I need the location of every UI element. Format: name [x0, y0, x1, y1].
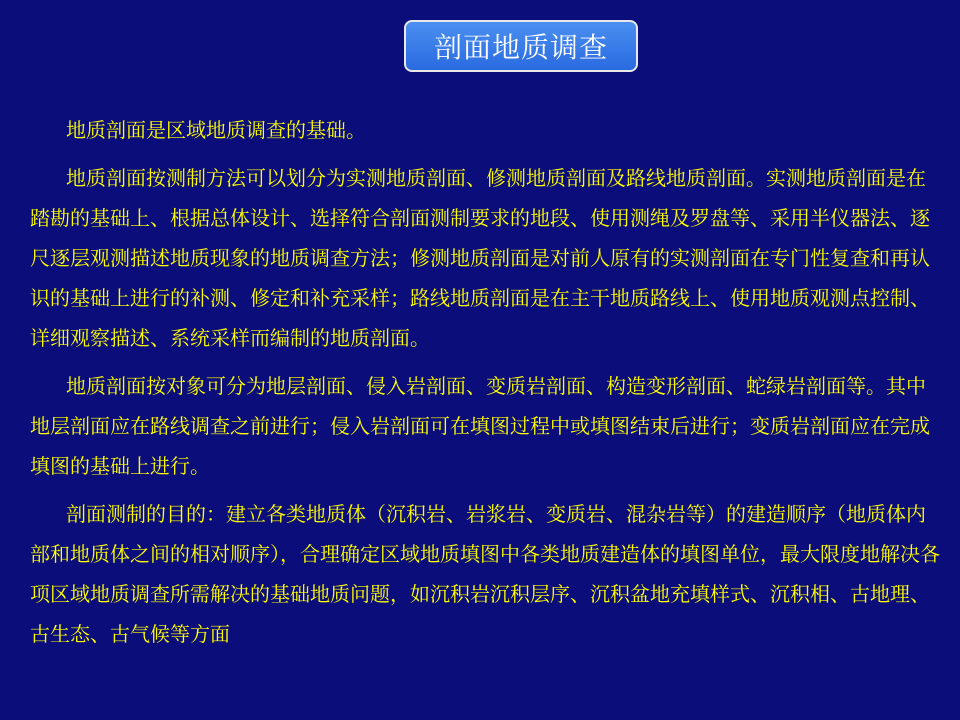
paragraph-2: 地质剖面按测制方法可以划分为实测地质剖面、修测地质剖面及路线地质剖面。实测地质剖面是在踏勘的基础上、根据总体设计、选择符合剖面测制要求的地段、使用测绳及罗盘等、采用半仪器法、逐尺逐层观测描述地质现象的地质调查方法；修测地质剖面是对前人原有的实测剖面在专门性复查和再认识的基础上进行的补测、修定和补充采样；路线地质剖面是在主干地质路线上、使用地质观测点控制、详细观察描述、系统采样而编制的地质剖面。 — [30, 166, 930, 350]
slide-body — [30, 110, 940, 662]
slide-title: 剖面地质调查 — [433, 31, 608, 64]
paragraph-1: 地质剖面是区域地质调查的基础。 — [66, 118, 366, 142]
title-box — [404, 20, 638, 72]
paragraph-3: 地质剖面按对象可分为地层剖面、侵入岩剖面、变质岩剖面、构造变形剖面、蛇绿岩剖面等。其中地层剖面应在路线调查之前进行；侵入岩剖面可在填图过程中或填图结束后进行；变质岩剖面应在完成填图的基础上进行。 — [30, 374, 930, 478]
bottom-fade — [0, 690, 960, 720]
paragraph-4: 剖面测制的目的：建立各类地质体（沉积岩、岩浆岩、变质岩、混杂岩等）的建造顺序（地质体内部和地质体之间的相对顺序），合理确定区域地质填图中各类地质建造体的填图单位，最大限度地解决各项区域地质调查所需解决的基础地质问题，如沉积岩沉积层序、沉积盆地充填样式、沉积相、古地理、古生态、古气候等方面 — [30, 502, 940, 646]
